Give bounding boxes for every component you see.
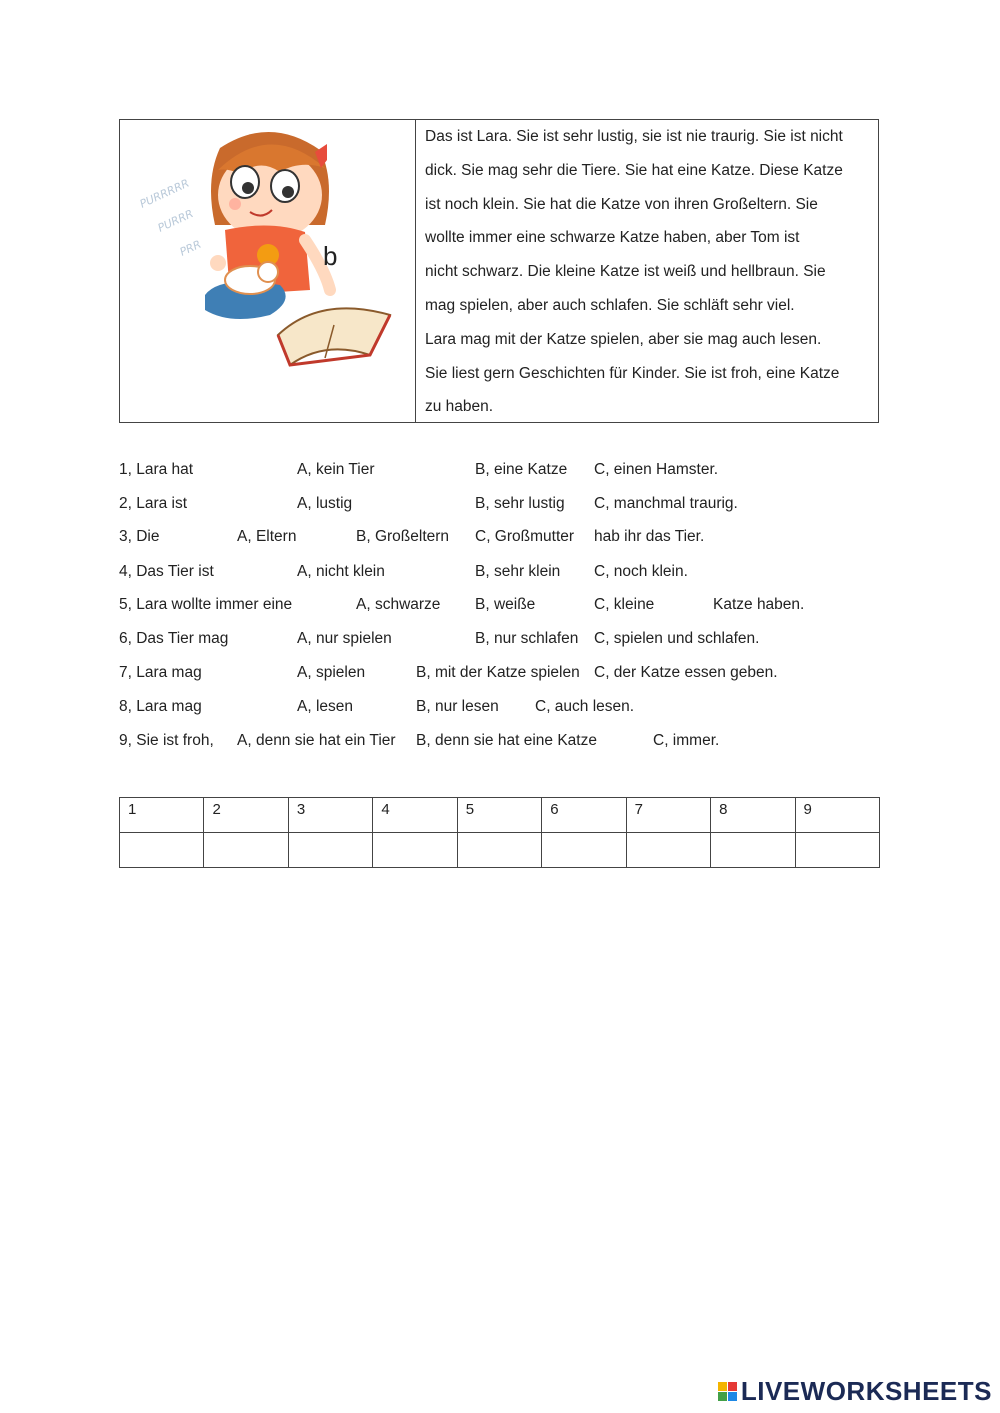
question-text: 8, Lara mag xyxy=(119,698,202,715)
answer-input-row xyxy=(120,833,880,868)
answer-cell-1[interactable] xyxy=(120,833,204,868)
question-tail: Katze haben. xyxy=(713,596,805,613)
answer-header: 3 xyxy=(288,798,372,833)
option-a[interactable]: A, denn sie hat ein Tier xyxy=(237,732,396,749)
option-c[interactable]: C, auch lesen. xyxy=(535,698,635,715)
logo-text: LIVEWORKSHEETS xyxy=(740,1376,992,1406)
answer-header: 8 xyxy=(711,798,795,833)
answer-cell-9[interactable] xyxy=(795,833,880,868)
answer-cell-8[interactable] xyxy=(711,833,795,868)
story-line: nicht schwarz. Die kleine Katze ist weiß und hellbraun. Sie xyxy=(425,263,826,281)
option-a[interactable]: A, kein Tier xyxy=(297,461,375,478)
option-b[interactable]: B, eine Katze xyxy=(475,461,568,478)
story-line: ist noch klein. Sie hat die Katze von ihren Großeltern. Sie xyxy=(425,195,818,213)
girl-with-cat-drawing xyxy=(120,120,415,422)
option-b[interactable]: B, mit der Katze spielen xyxy=(416,664,580,681)
story-box xyxy=(119,119,879,423)
option-c[interactable]: C, manchmal traurig. xyxy=(594,495,738,512)
story-line: dick. Sie mag sehr die Tiere. Sie hat eine Katze. Diese Katze xyxy=(425,161,843,179)
story-line: zu haben. xyxy=(425,398,494,416)
option-c[interactable]: C, Großmutter xyxy=(475,528,575,545)
answer-header: 4 xyxy=(373,798,457,833)
option-c[interactable]: C, spielen und schlafen. xyxy=(594,630,760,647)
answer-header: 2 xyxy=(204,798,288,833)
option-a[interactable]: A, nur spielen xyxy=(297,630,392,647)
answer-cell-7[interactable] xyxy=(626,833,710,868)
purr-text: PRR xyxy=(177,237,204,259)
answer-header: 9 xyxy=(795,798,880,833)
option-a[interactable]: A, Eltern xyxy=(237,528,297,545)
answer-cell-5[interactable] xyxy=(457,833,541,868)
logo-blocks-icon xyxy=(718,1382,737,1401)
question-text: 4, Das Tier ist xyxy=(119,563,214,580)
option-c[interactable]: C, einen Hamster. xyxy=(594,461,719,478)
story-line: wollte immer eine schwarze Katze haben, aber Tom ist xyxy=(425,229,800,247)
option-b[interactable]: B, Großeltern xyxy=(356,528,450,545)
option-b[interactable]: B, sehr klein xyxy=(475,563,561,580)
option-b[interactable]: B, sehr lustig xyxy=(475,495,565,512)
question-text: 9, Sie ist froh, xyxy=(119,732,214,749)
option-c[interactable]: C, der Katze essen geben. xyxy=(594,664,778,681)
answer-table xyxy=(119,797,880,868)
question-text: 1, Lara hat xyxy=(119,461,194,478)
question-tail: hab ihr das Tier. xyxy=(594,528,705,545)
question-text: 6, Das Tier mag xyxy=(119,630,229,647)
answer-cell-3[interactable] xyxy=(288,833,372,868)
answer-header-row xyxy=(120,798,880,833)
option-a[interactable]: A, lustig xyxy=(297,495,353,512)
option-b[interactable]: B, nur schlafen xyxy=(475,630,579,647)
liveworksheets-logo xyxy=(718,1376,992,1407)
story-line: mag spielen, aber auch schlafen. Sie schläft sehr viel. xyxy=(425,296,795,314)
option-a[interactable]: A, schwarze xyxy=(356,596,441,613)
story-line: Sie liest gern Geschichten für Kinder. Sie ist froh, eine Katze xyxy=(425,364,840,382)
option-a[interactable]: A, lesen xyxy=(297,698,354,715)
answer-header: 1 xyxy=(120,798,204,833)
answer-header: 7 xyxy=(626,798,710,833)
answer-cell-4[interactable] xyxy=(373,833,457,868)
question-text: 3, Die xyxy=(119,528,160,545)
image-letter-label: b xyxy=(323,241,338,271)
question-text: 2, Lara ist xyxy=(119,495,188,512)
option-b[interactable]: B, denn sie hat eine Katze xyxy=(416,732,597,749)
answer-header: 6 xyxy=(542,798,626,833)
answer-cell-6[interactable] xyxy=(542,833,626,868)
answer-header: 5 xyxy=(457,798,541,833)
purr-text: PURRR xyxy=(155,207,196,235)
option-c[interactable]: C, immer. xyxy=(653,732,720,749)
option-b[interactable]: B, nur lesen xyxy=(416,698,499,715)
story-line: Das ist Lara. Sie ist sehr lustig, sie ist nie traurig. Sie ist nicht xyxy=(425,128,843,145)
option-c[interactable]: C, kleine xyxy=(594,596,655,613)
question-text: 7, Lara mag xyxy=(119,664,202,681)
girl-illustration xyxy=(120,120,416,422)
option-a[interactable]: A, nicht klein xyxy=(297,563,385,580)
story-line: Lara mag mit der Katze spielen, aber sie mag auch lesen. xyxy=(425,330,822,348)
option-c[interactable]: C, noch klein. xyxy=(594,563,688,580)
option-b[interactable]: B, weiße xyxy=(475,596,536,613)
answer-cell-2[interactable] xyxy=(204,833,288,868)
purr-text: PURRRRR xyxy=(137,176,192,211)
option-a[interactable]: A, spielen xyxy=(297,664,366,681)
question-text: 5, Lara wollte immer eine xyxy=(119,596,293,613)
story-text xyxy=(416,120,878,422)
